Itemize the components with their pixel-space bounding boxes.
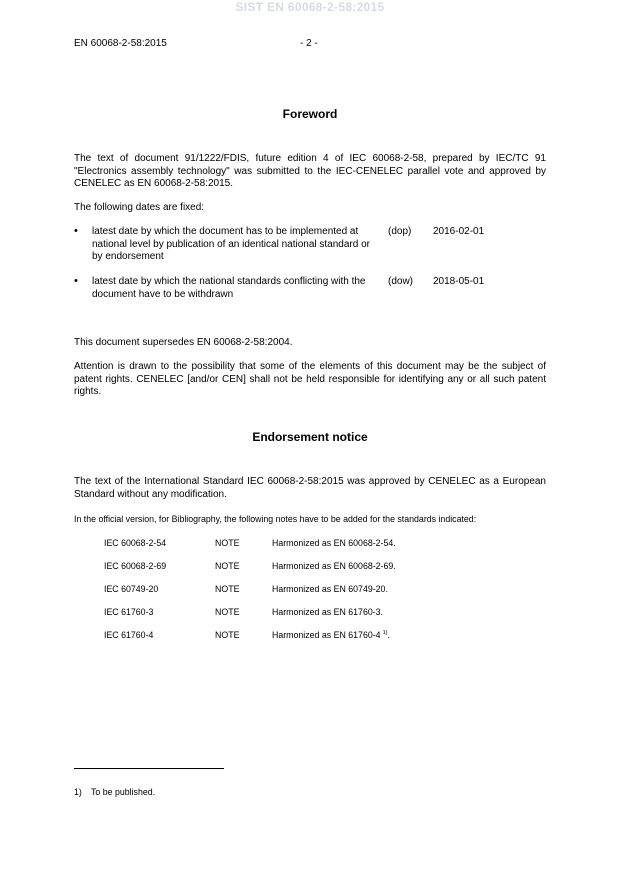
supersedes-statement: This document supersedes EN 60068-2-58:2004. [74,337,293,348]
note-kind: NOTE [215,584,240,594]
note-text-body: Harmonized as EN 61760-4 [272,630,381,640]
note-kind: NOTE [215,561,240,571]
date-description: latest date by which the document has to be implemented at national level by publication of an identical national standard or by endorsement [92,226,370,262]
standard-id: IEC 60068-2-54 [104,538,167,548]
bullet: • [74,225,78,237]
footnote-reference: 1) [382,630,388,636]
standard-id: IEC 61760-3 [104,607,154,617]
note-text [272,630,390,640]
foreword-intro: The text of document 91/1222/FDIS, future edition 4 of IEC 60068-2-58, prepared by IEC/TC 91 "Electronics assembly technology" was submitted to the IEC-CENELEC parallel vote and approved by CENELEC as EN 60068-2-58:2015. [74,153,546,189]
endorsement-text: The text of the International Standard IEC 60068-2-58:2015 was approved by CENELEC as a European Standard without any modification. [74,476,546,500]
foreword-title: Foreword [282,107,338,121]
note-text: Harmonized as EN 61760-3. [272,607,383,617]
date-code: (dop) [388,226,412,237]
note-kind: NOTE [215,538,240,548]
note-text: Harmonized as EN 60749-20. [272,584,388,594]
dates-intro: The following dates are fixed: [74,202,205,213]
standard-id: IEC 60068-2-69 [104,561,167,571]
header-page-number: - 2 - [300,38,318,49]
footnote [74,787,155,797]
date-description: latest date by which the national standards conflicting with the document have to be withdrawn [92,276,366,300]
date-code: (dow) [388,276,414,287]
note-text: Harmonized as EN 60068-2-54. [272,538,396,548]
bullet: • [74,275,78,287]
bibliography-intro: In the official version, for Bibliography, the following notes have to be added for the standards indicated: [74,514,477,524]
endorsement-title: Endorsement notice [252,430,368,444]
footnote-number: 1) [74,787,82,797]
note-kind: NOTE [215,607,240,617]
patent-attention: Attention is drawn to the possibility that some of the elements of this document may be the subject of patent rights. CENELEC [and/or CEN] shall not be held responsible for identifying any or all such patent rights. [74,361,546,397]
watermark: SIST EN 60068-2-58:2015 [235,0,385,14]
date-value: 2016-02-01 [433,226,485,237]
footnote-text: To be published. [91,787,156,797]
standard-id: IEC 60749-20 [104,584,159,594]
standard-id: IEC 61760-4 [104,630,154,640]
note-text: Harmonized as EN 60068-2-69. [272,561,396,571]
date-value: 2018-05-01 [433,276,485,287]
note-text-suffix: . [387,630,390,640]
header-document-id: EN 60068-2-58:2015 [74,38,167,49]
note-kind: NOTE [215,630,240,640]
footnote-separator [74,768,224,769]
